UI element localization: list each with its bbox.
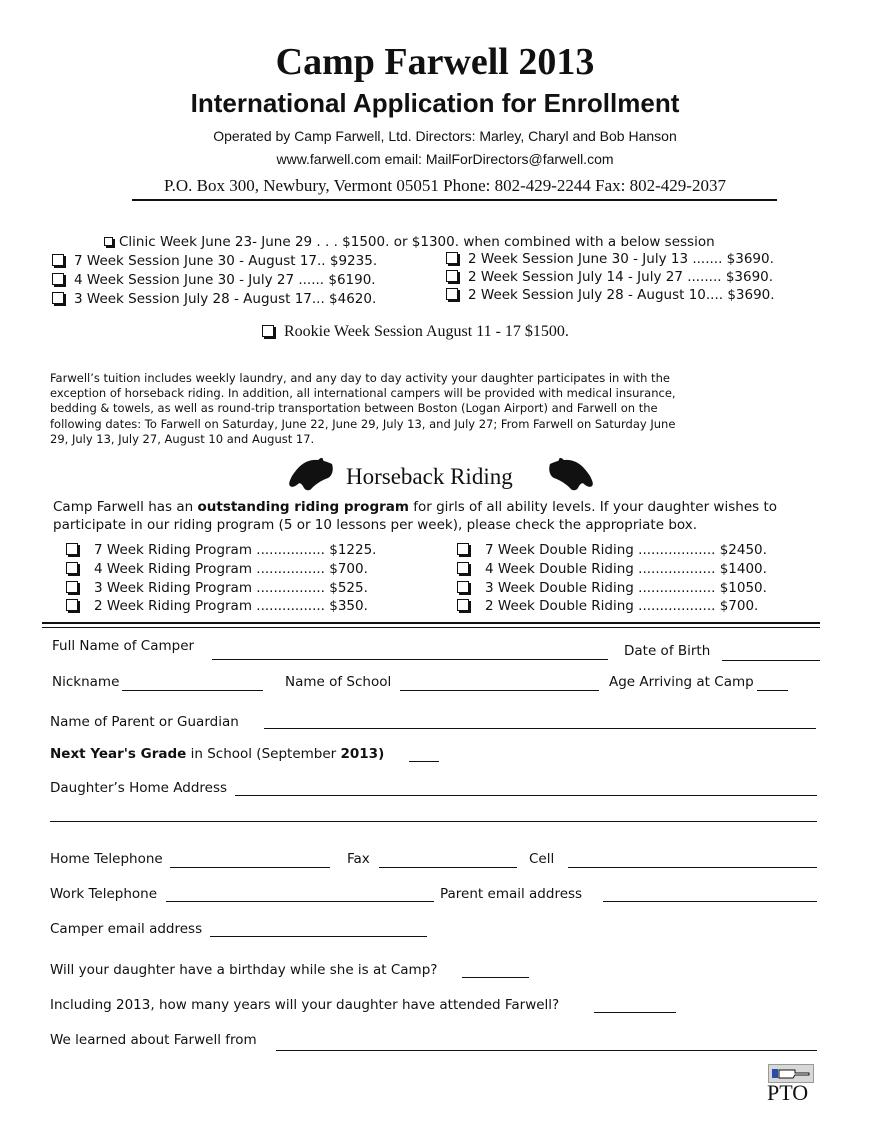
home-tel-field[interactable] (170, 867, 330, 868)
fax-field[interactable] (379, 867, 517, 868)
age-label: Age Arriving at Camp (609, 674, 754, 690)
checkbox[interactable] (66, 543, 78, 555)
checkbox[interactable] (66, 581, 78, 593)
section-divider (42, 627, 820, 628)
riding-option[interactable]: 2 Week Double Riding .................. $700. (457, 597, 767, 616)
clinic-week[interactable]: Clinic Week June 23- June 29 . . . $1500. or $1300. when combined with a below session (104, 234, 715, 250)
age-field[interactable] (757, 690, 788, 691)
dob-label: Date of Birth (624, 643, 711, 659)
riding-intro: Camp Farwell has an outstanding riding program for girls of all ability levels. If your daughter wishes to participate in our riding program (5 or 10 lessons per week), please check the appropriate box. (53, 499, 777, 533)
riding-option[interactable]: 7 Week Double Riding .................. $2450. (457, 541, 767, 560)
home-tel-label: Home Telephone (50, 851, 163, 867)
grade-field[interactable] (409, 761, 439, 762)
tuition-paragraph (50, 371, 676, 447)
work-tel-label: Work Telephone (50, 886, 158, 902)
home-address-label: Daughter’s Home Address (50, 780, 228, 796)
work-tel-field[interactable] (166, 901, 434, 902)
checkbox[interactable] (446, 270, 458, 282)
learned-label: We learned about Farwell from (50, 1032, 257, 1048)
checkbox[interactable] (52, 254, 64, 266)
pto-label: PTO (767, 1080, 809, 1105)
checkbox[interactable] (457, 543, 469, 555)
years-label: Including 2013, how many years will your daughter have attended Farwell? (50, 997, 560, 1013)
fax-label: Fax (347, 851, 370, 867)
riding-option[interactable]: 4 Week Double Riding .................. $1400. (457, 560, 767, 579)
camper-email-field[interactable] (210, 936, 427, 937)
grade-label: Next Year's Grade in School (September 2013) (50, 746, 385, 762)
header-rule (132, 199, 777, 201)
section-divider (42, 622, 820, 624)
cell-label: Cell (529, 851, 555, 867)
riding-option[interactable]: 3 Week Riding Program ................ $525. (66, 579, 376, 598)
nickname-label: Nickname (52, 674, 120, 690)
riding-right (457, 541, 767, 616)
nickname-field[interactable] (122, 690, 263, 691)
checkbox[interactable] (262, 325, 274, 337)
full-name-field[interactable] (212, 659, 608, 660)
horse-head-icon (548, 458, 594, 492)
checkbox[interactable] (52, 292, 64, 304)
full-name-label: Full Name of Camper (52, 638, 195, 654)
parent-field[interactable] (264, 728, 816, 729)
riding-heading: Horseback Riding (346, 464, 513, 489)
tuition-line: bedding & towels, as well as round-trip transportation between Boston (Logan Airport) and Farwell on the (50, 401, 658, 416)
parent-email-label: Parent email address (440, 886, 583, 902)
checkbox[interactable] (66, 562, 78, 574)
session-option[interactable]: 2 Week Session June 30 - July 13 ....... $3690. (446, 250, 775, 268)
tuition-line: following dates: To Farwell on Saturday, June 22, June 29, July 13, and July 27; From Farwell on Saturday June (50, 416, 676, 431)
checkbox[interactable] (457, 599, 469, 611)
contact-address: P.O. Box 300, Newbury, Vermont 05051 Phone: 802-429-2244 Fax: 802-429-2037 (164, 176, 726, 195)
web-email: www.farwell.com email: MailForDirectors@farwell.com (276, 151, 614, 167)
operated-by: Operated by Camp Farwell, Ltd. Directors: Marley, Charyl and Bob Hanson (213, 128, 677, 144)
horse-head-icon (288, 458, 334, 492)
learned-field[interactable] (276, 1050, 817, 1051)
checkbox[interactable] (457, 562, 469, 574)
session-option[interactable]: 7 Week Session June 30 - August 17.. $9235. (52, 252, 377, 271)
dob-field[interactable] (722, 660, 820, 661)
cell-field[interactable] (568, 867, 817, 868)
camper-email-label: Camper email address (50, 921, 203, 937)
tuition-line: Farwell’s tuition includes weekly laundry, and any day to day activity your daughter participates in with the (50, 371, 670, 385)
birthday-field[interactable] (462, 977, 529, 978)
rookie-week[interactable]: Rookie Week Session August 11 - 17 $1500. (262, 323, 569, 341)
riding-option[interactable]: 3 Week Double Riding .................. $1050. (457, 579, 767, 598)
checkbox[interactable] (457, 581, 469, 593)
checkbox[interactable] (52, 273, 64, 285)
school-label: Name of School (285, 674, 392, 690)
session-option[interactable]: 3 Week Session July 28 - August 17... $4620. (52, 290, 377, 309)
home-address-field[interactable] (235, 795, 817, 796)
parent-email-field[interactable] (603, 901, 817, 902)
school-field[interactable] (400, 690, 599, 691)
tuition-line: 29, July 13, July 27, August 10 and August 17. (50, 431, 315, 446)
page-title: Camp Farwell 2013 (275, 41, 595, 83)
riding-option[interactable]: 7 Week Riding Program ................ $1225. (66, 541, 376, 560)
riding-option[interactable]: 2 Week Riding Program ................ $350. (66, 597, 376, 616)
session-right (446, 250, 775, 304)
checkbox[interactable] (446, 252, 458, 264)
session-option[interactable]: 2 Week Session July 28 - August 10.... $3690. (446, 286, 775, 304)
parent-label: Name of Parent or Guardian (50, 714, 239, 730)
home-address-field-2[interactable] (50, 821, 817, 822)
tuition-line: exception of horseback riding. In addition, all international campers will be provided with medical insurance, (50, 386, 676, 401)
checkbox[interactable] (446, 288, 458, 300)
birthday-label: Will your daughter have a birthday while she is at Camp? (50, 962, 438, 978)
session-option[interactable]: 2 Week Session July 14 - July 27 ........ $3690. (446, 268, 775, 286)
checkbox[interactable] (104, 237, 113, 246)
session-option[interactable]: 4 Week Session June 30 - July 27 ...... $6190. (52, 271, 377, 290)
page-subtitle: International Application for Enrollment (190, 88, 680, 118)
checkbox[interactable] (66, 599, 78, 611)
riding-option[interactable]: 4 Week Riding Program ................ $700. (66, 560, 376, 579)
session-left (52, 252, 377, 309)
riding-left (66, 541, 376, 616)
years-field[interactable] (594, 1012, 676, 1013)
